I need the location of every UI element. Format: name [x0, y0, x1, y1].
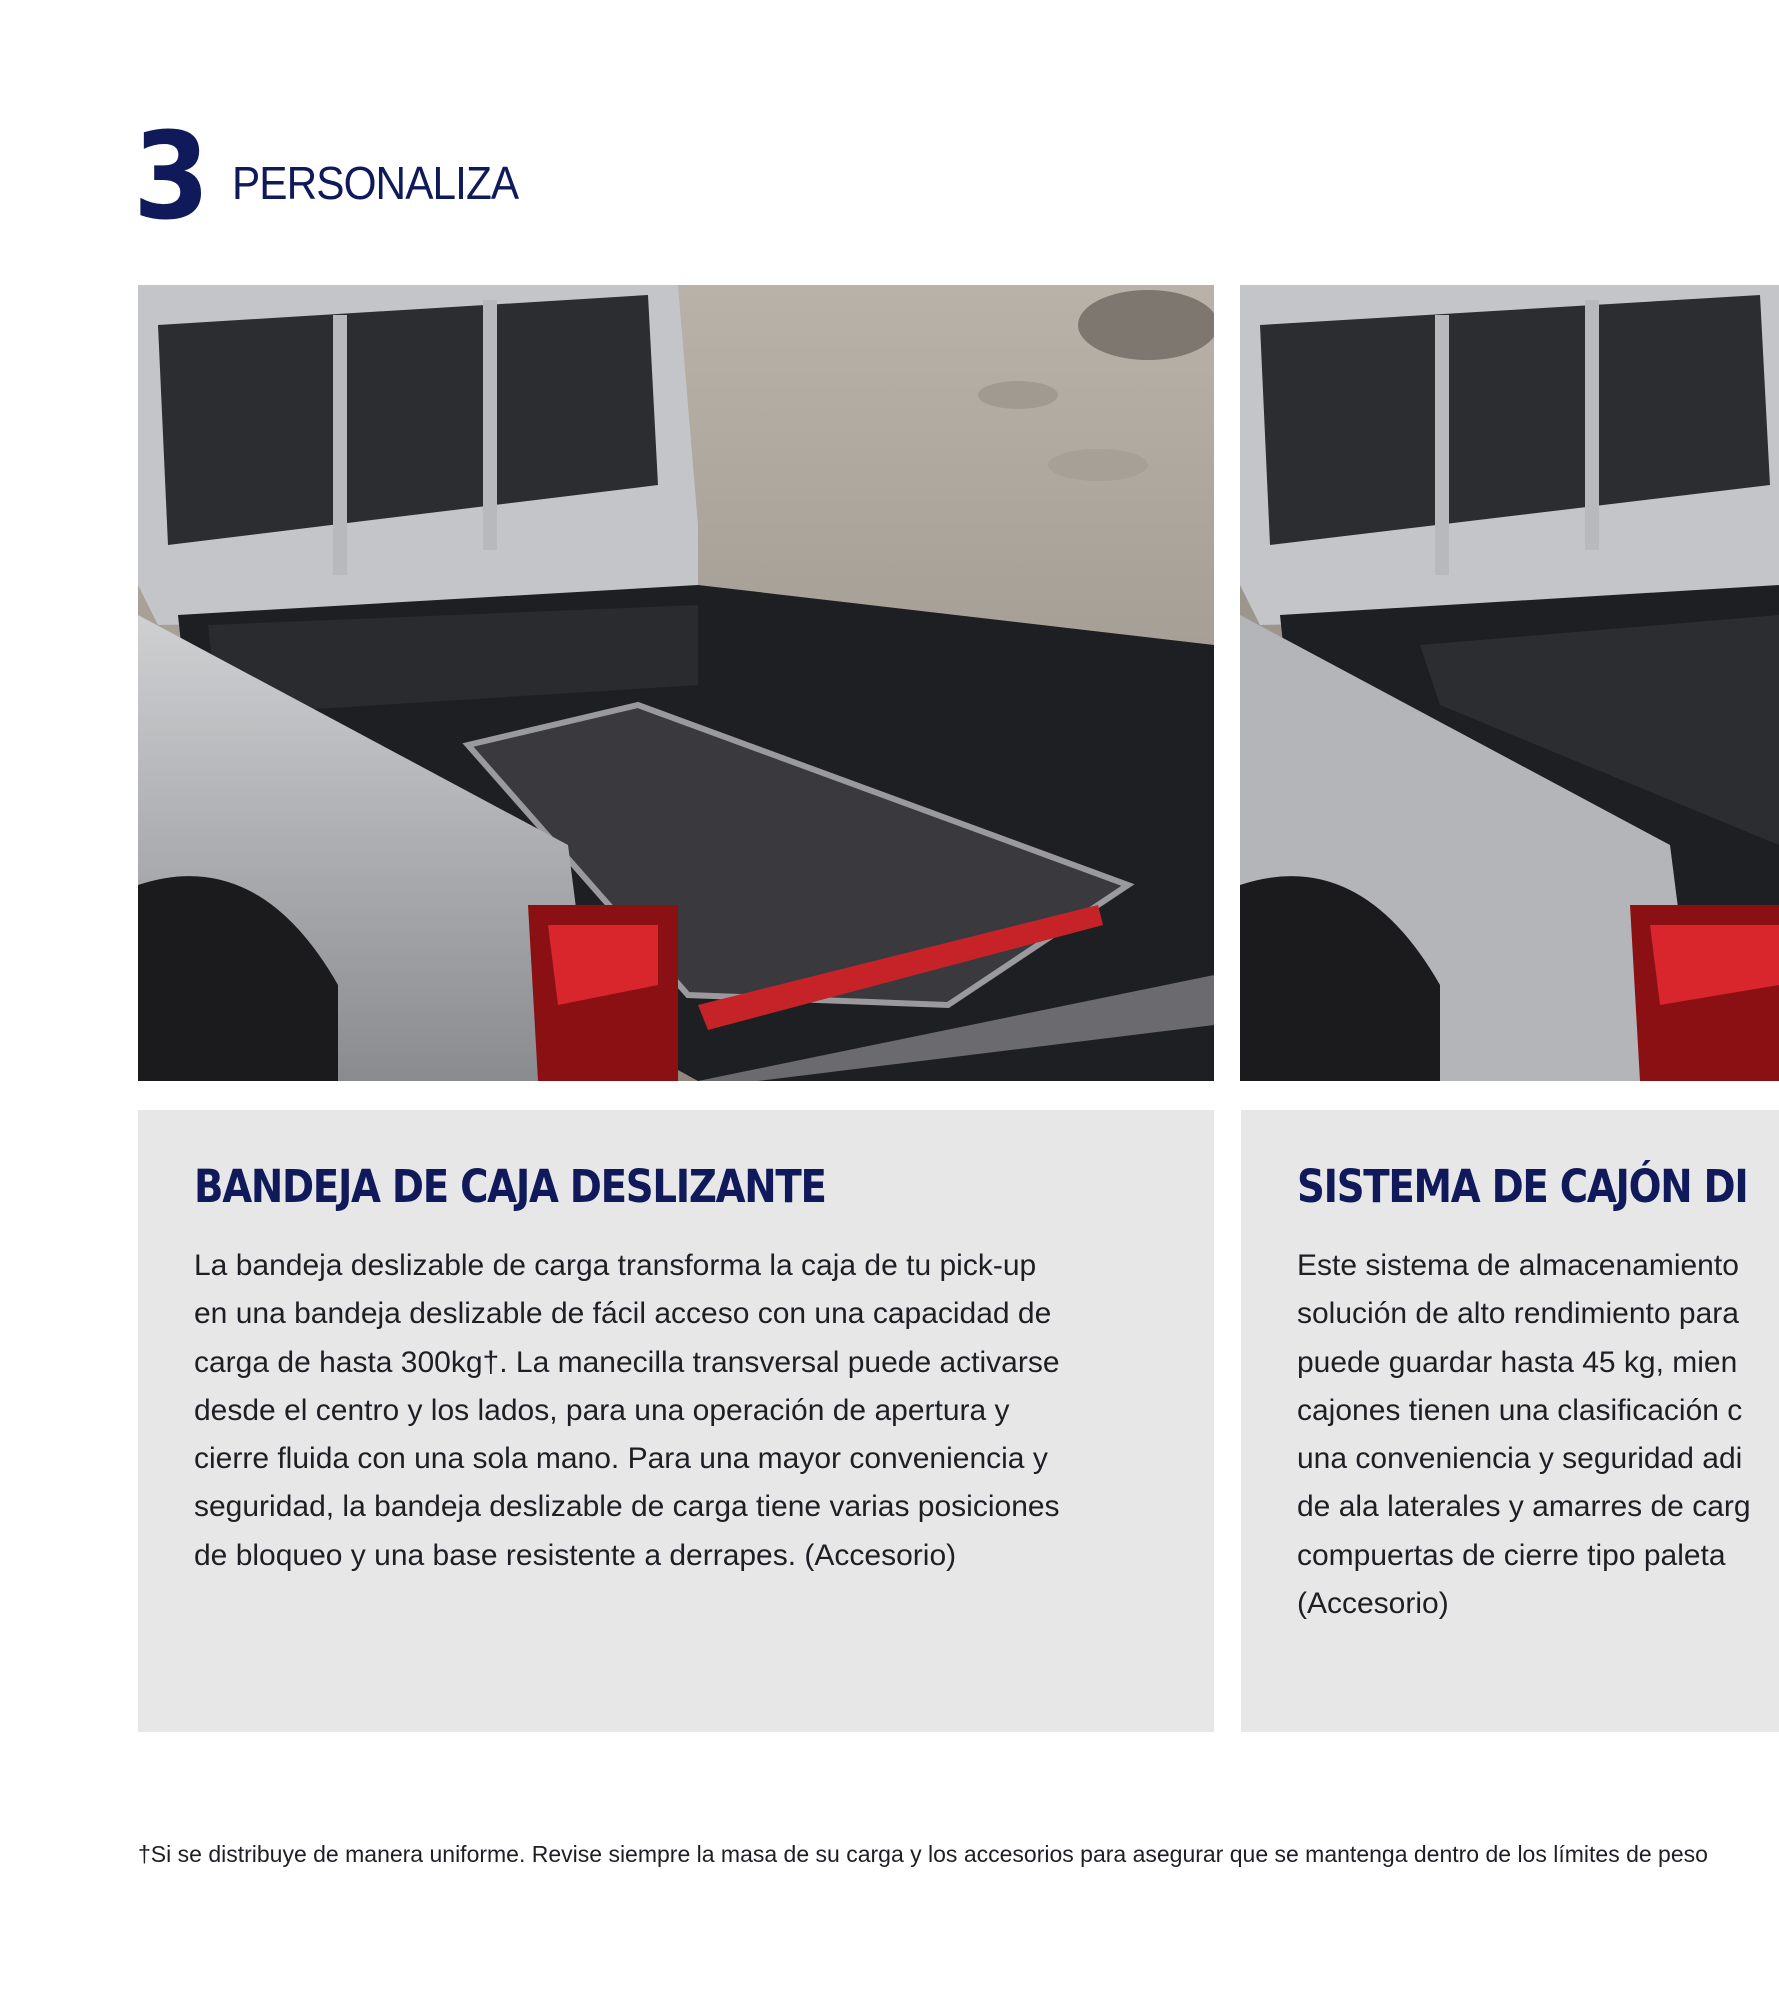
description-line: carga de hasta 300kg†. La manecilla transversal puede activarse [194, 1345, 1060, 1379]
description-line: seguridad, la bandeja deslizable de carga tiene varias posiciones [194, 1490, 1060, 1524]
description-line: de ala laterales y amarres de carg [1297, 1490, 1751, 1524]
sliding-tray-photo [138, 285, 1214, 1081]
description-line: La bandeja deslizable de carga transforma la caja de tu pick-up [194, 1249, 1037, 1282]
card-title: BANDEJA DE CAJA DESLIZANTE [194, 1160, 826, 1213]
card-description [1297, 1242, 1779, 1628]
description-line: de bloqueo y una base resistente a derrapes. (Accesorio) [194, 1538, 957, 1572]
step-number: 3 [133, 108, 205, 247]
description-line: (Accesorio) [1297, 1587, 1449, 1621]
card-description [194, 1242, 1194, 1580]
description-line: desde el centro y los lados, para una operación de apertura y [194, 1393, 1010, 1427]
sliding-tray-card [138, 1110, 1214, 1732]
description-line: en una bandeja deslizable de fácil acceso con una capacidad de [194, 1297, 1052, 1331]
description-line: cierre fluida con una sola mano. Para una mayor conveniencia y [194, 1442, 1048, 1476]
drawer-system-photo [1240, 285, 1779, 1081]
description-line: solución de alto rendimiento para [1297, 1297, 1739, 1331]
description-line: compuertas de cierre tipo paleta [1297, 1538, 1726, 1572]
description-line: Este sistema de almacenamiento [1297, 1249, 1739, 1282]
card-title: SISTEMA DE CAJÓN DI [1297, 1160, 1748, 1213]
footnote: †Si se distribuye de manera uniforme. Revise siempre la masa de su carga y los accesorios para asegurar que se mantenga dentro de los límites de peso [138, 1841, 1708, 1867]
description-line: una conveniencia y seguridad adi [1297, 1442, 1743, 1476]
description-line: cajones tienen una clasificación c [1297, 1393, 1743, 1427]
description-line: puede guardar hasta 45 kg, mien [1297, 1345, 1738, 1379]
drawer-system-card [1241, 1110, 1779, 1732]
section-title: PERSONALIZA [232, 157, 519, 209]
